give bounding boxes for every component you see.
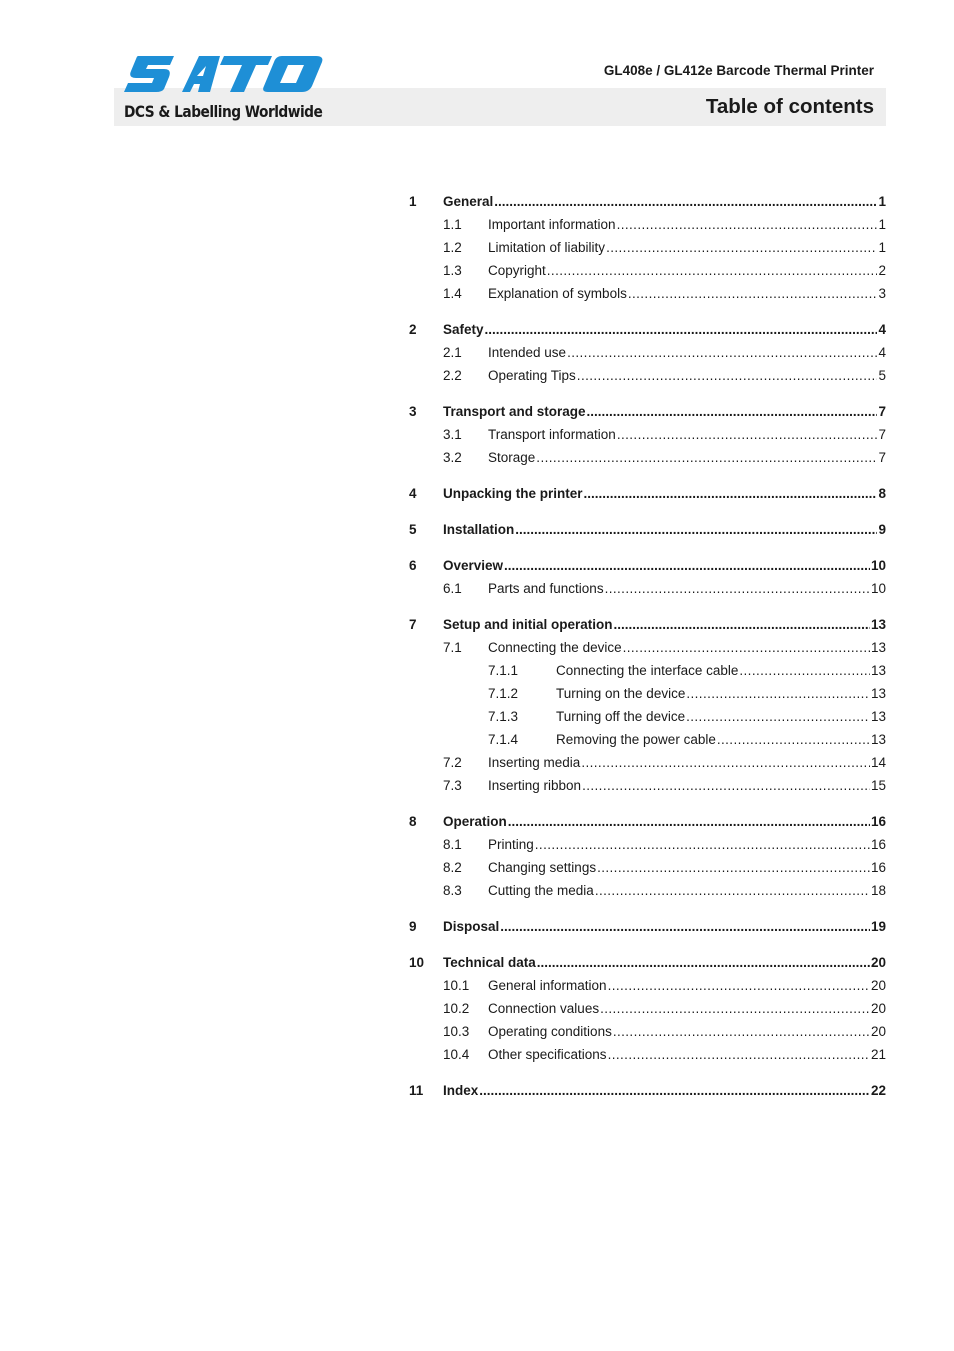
toc-entry-line — [488, 446, 886, 469]
dot-leader — [582, 774, 870, 797]
toc-entry-page: 20 — [870, 1024, 886, 1039]
toc-entry-number: 4 — [409, 486, 417, 501]
dot-leader — [617, 423, 878, 446]
dot-leader — [600, 997, 870, 1020]
dot-leader — [577, 364, 878, 387]
dot-leader — [504, 554, 870, 577]
toc-entry-page: 18 — [870, 883, 886, 898]
toc-entry-page: 13 — [870, 617, 886, 632]
toc-entry[interactable] — [409, 856, 886, 879]
toc-entry-number: 10 — [409, 955, 425, 970]
toc-entry[interactable] — [409, 318, 886, 341]
toc-entry-title: Technical data — [443, 955, 536, 970]
dot-leader — [597, 856, 870, 879]
toc-entry-number: 7.1.4 — [488, 732, 519, 747]
toc-entry-number: 7 — [409, 617, 417, 632]
toc-entry[interactable] — [409, 774, 886, 797]
toc-entry-page: 9 — [878, 522, 886, 537]
toc-entry-page: 19 — [870, 919, 886, 934]
toc-entry-number: 8 — [409, 814, 417, 829]
toc-entry-title: Cutting the media — [488, 883, 594, 898]
toc-entry-title: Parts and functions — [488, 581, 604, 596]
toc-entry[interactable] — [409, 1079, 886, 1102]
dot-leader — [606, 236, 877, 259]
toc-entry-page: 13 — [870, 686, 886, 701]
toc-entry-number: 1.1 — [443, 217, 462, 232]
toc-entry[interactable] — [409, 659, 886, 682]
dot-leader — [628, 282, 878, 305]
toc-entry-title: Changing settings — [488, 860, 597, 875]
toc-entry-line — [556, 728, 886, 751]
toc-entry-page: 5 — [878, 368, 886, 383]
toc-entry-title: Turning on the device — [556, 686, 686, 701]
dot-leader — [479, 1079, 870, 1102]
toc-entry-line — [443, 951, 886, 974]
dot-leader — [581, 751, 870, 774]
toc-entry-page: 2 — [878, 263, 886, 278]
toc-entry-number: 10.1 — [443, 978, 470, 993]
toc-entry-title: Explanation of symbols — [488, 286, 627, 301]
toc-entry-title: Limitation of liability — [488, 240, 606, 255]
toc-entry-page: 3 — [878, 286, 886, 301]
toc-entry-line — [556, 682, 886, 705]
toc-entry[interactable] — [409, 997, 886, 1020]
toc-entry-page: 14 — [870, 755, 886, 770]
toc-entry-title: Storage — [488, 450, 536, 465]
toc-entry-number: 7.3 — [443, 778, 462, 793]
dot-leader — [536, 446, 877, 469]
toc-entry[interactable] — [409, 879, 886, 902]
dot-leader — [587, 400, 878, 423]
toc-entry-line — [488, 1043, 886, 1066]
toc-entry[interactable] — [409, 364, 886, 387]
dot-leader — [605, 577, 870, 600]
toc-entry-title: Connecting the device — [488, 640, 622, 655]
toc-entry[interactable] — [409, 974, 886, 997]
toc-entry-number: 9 — [409, 919, 417, 934]
toc-entry-number: 6 — [409, 558, 417, 573]
toc-entry-title: Safety — [443, 322, 484, 337]
toc-entry-page: 21 — [870, 1047, 886, 1062]
toc-entry-number: 3.2 — [443, 450, 462, 465]
toc-entry-page: 10 — [870, 558, 886, 573]
toc-entry-title: Operating conditions — [488, 1024, 612, 1039]
dot-leader — [595, 879, 870, 902]
toc-entry-line — [488, 1020, 886, 1043]
toc-entry-number: 10.2 — [443, 1001, 470, 1016]
dot-leader — [623, 636, 870, 659]
toc-entry[interactable] — [409, 1043, 886, 1066]
toc-entry-line — [488, 341, 886, 364]
toc-entry[interactable] — [409, 833, 886, 856]
toc-entry[interactable] — [409, 482, 886, 505]
toc-entry-line — [488, 997, 886, 1020]
toc-entry-title: Operation — [443, 814, 507, 829]
toc-entry-title: Inserting ribbon — [488, 778, 582, 793]
toc-entry[interactable] — [409, 915, 886, 938]
toc-entry-line — [443, 190, 886, 213]
toc-entry-page: 7 — [878, 427, 886, 442]
toc-entry-number: 7.2 — [443, 755, 462, 770]
toc-entry-number: 10.3 — [443, 1024, 470, 1039]
dot-leader — [686, 705, 870, 728]
toc-entry-number: 6.1 — [443, 581, 462, 596]
toc-entry[interactable] — [409, 1020, 886, 1043]
toc-entry-line — [488, 833, 886, 856]
toc-entry-number: 7.1 — [443, 640, 462, 655]
toc-entry-page: 20 — [870, 955, 886, 970]
toc-entry-title: General — [443, 194, 494, 209]
toc-entry-title: Transport and storage — [443, 404, 586, 419]
toc-entry[interactable] — [409, 423, 886, 446]
toc-entry-number: 5 — [409, 522, 417, 537]
toc-entry-number: 2.1 — [443, 345, 462, 360]
dot-leader — [547, 259, 878, 282]
dot-leader — [739, 659, 870, 682]
toc-entry-page: 4 — [878, 322, 886, 337]
toc-entry-line — [443, 810, 886, 833]
toc-entry[interactable] — [409, 577, 886, 600]
toc-entry-line — [488, 282, 886, 305]
dot-leader — [717, 728, 870, 751]
toc-entry-line — [488, 236, 886, 259]
toc-entry-title: Intended use — [488, 345, 567, 360]
dot-leader — [535, 833, 870, 856]
toc-entry-number: 2 — [409, 322, 417, 337]
toc-entry-line — [488, 856, 886, 879]
dot-leader — [614, 613, 870, 636]
dot-leader — [608, 1043, 870, 1066]
toc-entry-number: 3 — [409, 404, 417, 419]
toc-entry-line — [556, 705, 886, 728]
dot-leader — [686, 682, 870, 705]
toc-entry-line — [488, 774, 886, 797]
toc-entry-page: 16 — [870, 814, 886, 829]
toc-entry-number: 1.4 — [443, 286, 462, 301]
toc-entry[interactable] — [409, 682, 886, 705]
toc-entry-line — [443, 915, 886, 938]
toc-entry-number: 10.4 — [443, 1047, 470, 1062]
product-title: GL408e / GL412e Barcode Thermal Printer — [603, 63, 874, 78]
toc-entry[interactable] — [409, 341, 886, 364]
toc-entry-title: Connecting the interface cable — [556, 663, 739, 678]
toc-entry[interactable] — [409, 554, 886, 577]
dot-leader — [494, 190, 877, 213]
toc-entry-number: 8.2 — [443, 860, 462, 875]
tagline: DCS & Labelling Worldwide — [124, 102, 323, 121]
toc-entry-line — [556, 659, 886, 682]
toc-entry[interactable] — [409, 705, 886, 728]
sato-logo — [124, 56, 324, 92]
toc-entry-number: 2.2 — [443, 368, 462, 383]
toc-entry-page: 22 — [870, 1083, 886, 1098]
toc-entry[interactable] — [409, 518, 886, 541]
toc-entry[interactable] — [409, 810, 886, 833]
toc-entry-number: 7.1.3 — [488, 709, 519, 724]
toc-entry-title: Setup and initial operation — [443, 617, 613, 632]
toc-entry-title: Unpacking the printer — [443, 486, 583, 501]
toc-entry[interactable] — [409, 751, 886, 774]
toc-entry-line — [443, 1079, 886, 1102]
toc-entry-page: 13 — [870, 640, 886, 655]
toc-entry-line — [443, 400, 886, 423]
toc-entry[interactable] — [409, 951, 886, 974]
toc-entry-title: Connection values — [488, 1001, 600, 1016]
toc-entry-line — [443, 554, 886, 577]
toc-entry-line — [488, 259, 886, 282]
toc-entry[interactable] — [409, 282, 886, 305]
toc-entry-page: 7 — [878, 404, 886, 419]
toc-entry-number: 7.1.2 — [488, 686, 519, 701]
toc-entry-page: 15 — [870, 778, 886, 793]
toc-entry-line — [488, 879, 886, 902]
toc-entry[interactable] — [409, 190, 886, 213]
dot-leader — [608, 974, 870, 997]
toc-entry-number: 1 — [409, 194, 417, 209]
toc-entry[interactable] — [409, 236, 886, 259]
toc-entry-title: Disposal — [443, 919, 500, 934]
dot-leader — [515, 518, 877, 541]
toc-entry-page: 16 — [870, 837, 886, 852]
dot-leader — [584, 482, 878, 505]
toc-entry-number: 3.1 — [443, 427, 462, 442]
toc-entry-page: 1 — [878, 217, 886, 232]
toc-entry-page: 10 — [870, 581, 886, 596]
toc-entry-number: 8.3 — [443, 883, 462, 898]
toc-entry-number: 1.3 — [443, 263, 462, 278]
toc-entry-line — [488, 423, 886, 446]
toc-entry-title: General information — [488, 978, 607, 993]
toc-entry-line — [443, 518, 886, 541]
toc-entry-title: Installation — [443, 522, 515, 537]
toc-entry-page: 13 — [870, 663, 886, 678]
toc-entry-page: 1 — [878, 194, 886, 209]
toc-entry-page: 13 — [870, 709, 886, 724]
toc-entry[interactable] — [409, 636, 886, 659]
toc-entry[interactable] — [409, 213, 886, 236]
toc-entry-title: Printing — [488, 837, 534, 852]
toc-entry-line — [488, 974, 886, 997]
toc-entry-title: Inserting media — [488, 755, 581, 770]
toc-entry-line — [443, 318, 886, 341]
toc-entry-line — [488, 751, 886, 774]
toc-entry-page: 16 — [870, 860, 886, 875]
toc-entry-title: Copyright — [488, 263, 546, 278]
toc-entry-title: Removing the power cable — [556, 732, 716, 747]
toc-entry-number: 1.2 — [443, 240, 462, 255]
toc-entry-line — [488, 213, 886, 236]
toc-entry-number: 7.1.1 — [488, 663, 519, 678]
toc-entry-number: 11 — [409, 1083, 424, 1098]
toc-entry-page: 20 — [870, 978, 886, 993]
toc-entry-page: 1 — [878, 240, 886, 255]
toc-entry[interactable] — [409, 446, 886, 469]
toc-entry-page: 4 — [878, 345, 886, 360]
toc-entry[interactable] — [409, 613, 886, 636]
toc-entry-line — [488, 636, 886, 659]
dot-leader — [485, 318, 878, 341]
toc-entry-title: Turning off the device — [556, 709, 686, 724]
toc-entry-page: 13 — [870, 732, 886, 747]
toc-entry-line — [443, 482, 886, 505]
toc-entry-title: Operating Tips — [488, 368, 576, 383]
page-title: Table of contents — [705, 95, 874, 118]
dot-leader — [500, 915, 870, 938]
toc-entry-title: Transport information — [488, 427, 616, 442]
toc-entry-page: 20 — [870, 1001, 886, 1016]
toc-entry-page: 8 — [878, 486, 886, 501]
toc-entry-title: Overview — [443, 558, 504, 573]
toc-entry[interactable] — [409, 400, 886, 423]
dot-leader — [613, 1020, 870, 1043]
toc-entry-title: Other specifications — [488, 1047, 607, 1062]
toc-entry[interactable] — [409, 728, 886, 751]
dot-leader — [617, 213, 878, 236]
toc-entry[interactable] — [409, 259, 886, 282]
toc-entry-title: Index — [443, 1083, 479, 1098]
table-of-contents — [409, 190, 886, 1102]
dot-leader — [537, 951, 870, 974]
toc-entry-page: 7 — [878, 450, 886, 465]
toc-entry-line — [488, 364, 886, 387]
dot-leader — [508, 810, 870, 833]
dot-leader — [567, 341, 877, 364]
toc-entry-line — [488, 577, 886, 600]
toc-entry-line — [443, 613, 886, 636]
toc-entry-title: Important information — [488, 217, 616, 232]
toc-entry-number: 8.1 — [443, 837, 462, 852]
